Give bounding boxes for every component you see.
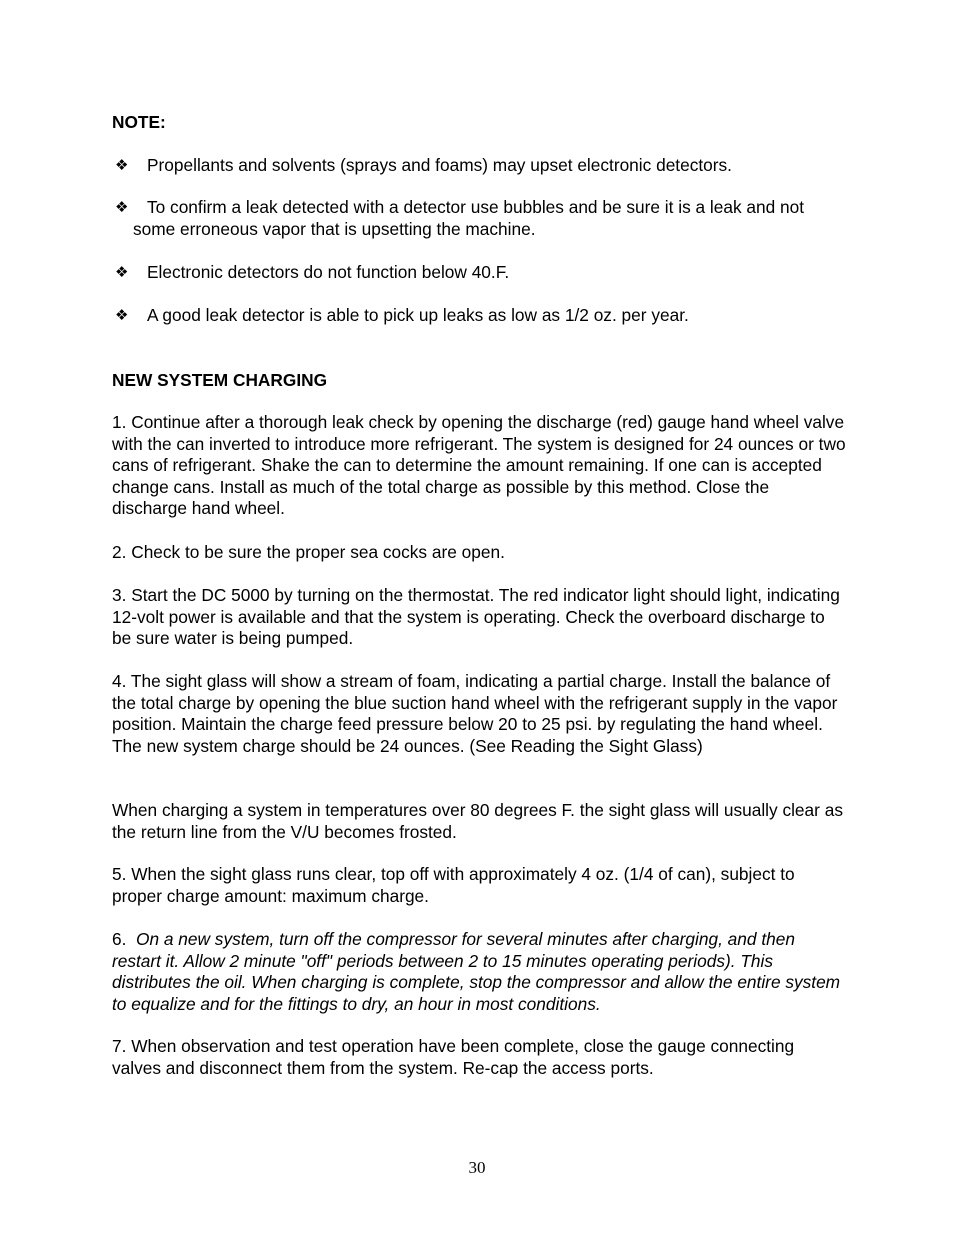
note-bullet-text: To confirm a leak detected with a detector use bubbles and be sure it is a leak and not some erroneous vapor that is upsetting the machine. [133, 197, 805, 239]
note-bullet-4 [112, 305, 847, 327]
step-6-number: 6. [112, 929, 127, 949]
note-bullet-1 [112, 155, 847, 177]
section-heading: NEW SYSTEM CHARGING [112, 370, 328, 390]
note-heading: NOTE: [112, 112, 166, 132]
step-6-paragraph [112, 929, 847, 1015]
note-bullet-text: Electronic detectors do not function below 40.F. [147, 262, 510, 282]
temperature-note-paragraph: When charging a system in temperatures over 80 degrees F. the sight glass will usually clear as the return line from the V/U becomes frosted. [112, 800, 843, 842]
step-3-paragraph: 3. Start the DC 5000 by turning on the thermostat. The red indicator light should light, indicating 12-volt power is available and that the system is operating. Check the overboard discharge to be sure water is being pumped. [112, 585, 840, 649]
note-bullet-3 [112, 262, 847, 284]
four-diamond-bullet-icon: ❖ [115, 306, 129, 324]
step-4-paragraph: 4. The sight glass will show a stream of foam, indicating a partial charge. Install the balance of the total charge by opening the blue suction hand wheel with the refrigerant supply in the vapor position. Maintain the charge feed pressure below 20 to 25 psi. by regulating the hand wheel. The new system charge should be 24 ounces. (See Reading the Sight Glass) [112, 671, 838, 756]
step-1-paragraph: 1. Continue after a thorough leak check by opening the discharge (red) gauge hand wheel valve with the can inverted to introduce more refrigerant. The system is designed for 24 ounces or two cans of refrigerant. Shake the can to determine the amount remaining. If one can is accepted change cans. Install as much of the total charge as possible by this method. Close the discharge hand wheel. [112, 412, 846, 519]
step-5-paragraph: 5. When the sight glass runs clear, top off with approximately 4 oz. (1/4 of can), subject to proper charge amount: maximum charge. [112, 864, 795, 906]
step-7-paragraph: 7. When observation and test operation have been complete, close the gauge connecting valves and disconnect them from the system. Re-cap the access ports. [112, 1036, 795, 1078]
page-number: 30 [468, 1158, 486, 1177]
note-bullet-text: A good leak detector is able to pick up leaks as low as 1/2 oz. per year. [147, 305, 689, 325]
four-diamond-bullet-icon: ❖ [115, 156, 129, 174]
four-diamond-bullet-icon: ❖ [115, 263, 129, 281]
step-2-paragraph: 2. Check to be sure the proper sea cocks are open. [112, 542, 505, 562]
note-bullet-2 [112, 197, 847, 240]
step-6-text: On a new system, turn off the compressor for several minutes after charging, and then restart it. Allow 2 minute "off" periods between 2 to 15 minutes operating periods). This distributes the oil. When charging is complete, stop the compressor and allow the entire system to equalize and for the fittings to dry, an hour in most conditions. [112, 929, 841, 1014]
note-bullet-text: Propellants and solvents (sprays and foams) may upset electronic detectors. [147, 155, 732, 175]
four-diamond-bullet-icon: ❖ [115, 198, 129, 216]
